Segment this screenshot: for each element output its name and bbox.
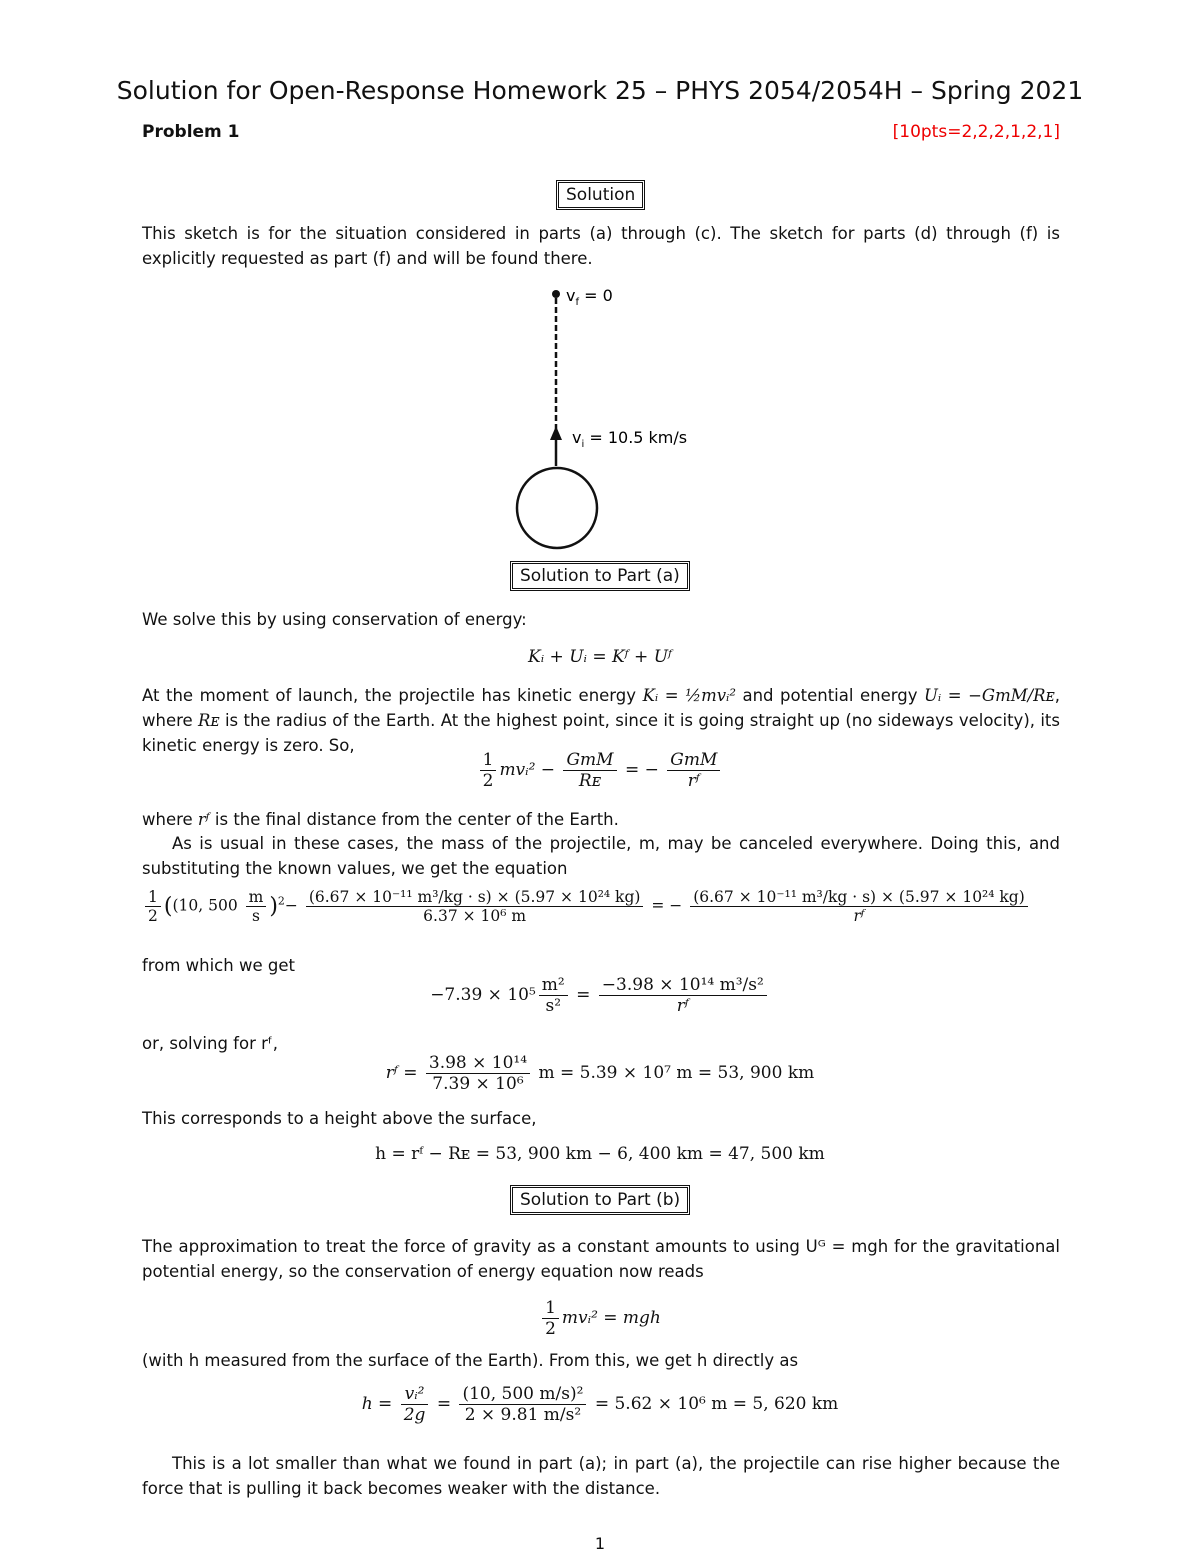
part-a-p2: At the moment of launch, the projectile has kinetic energy Kᵢ = ½mvᵢ² and potential energy Uᵢ = −GmM/Rᴇ, where Rᴇ is the radius of the Earth. At the highest point, since it is going straight up (no sideways velocity), its kinetic energy is zero. So,: [142, 686, 1060, 755]
part-b-box: Solution to Part (b): [510, 1185, 690, 1215]
part-a-box: Solution to Part (a): [510, 561, 690, 591]
vi-label: $v_i = 10.5$ km/s: [572, 428, 688, 450]
trajectory-sketch: [480, 280, 740, 555]
intro-paragraph: This sketch is for the situation considered in parts (a) through (c). The sketch for parts (d) through (f) is explicitly requested as part (f) and will be found there.: [142, 224, 1060, 268]
points-label: [10pts=2,2,2,1,2,1]: [892, 122, 1060, 142]
equation-b1: $\frac{1}{2}$ mvᵢ² = mgh: [0, 1298, 1200, 1339]
part-b-p1: The approximation to treat the force of gravity as a constant amounts to using Uᴳ = mgh for the gravitational potential energy, so the conservation of energy equation now reads: [142, 1237, 1060, 1281]
part-a-p3: where rᶠ is the final distance from the center of the Earth.: [142, 810, 619, 829]
part-a-p1: We solve this by using conservation of energy:: [142, 610, 527, 629]
part-b-p2: (with h measured from the surface of the Earth). From this, we get h directly as: [142, 1351, 799, 1370]
equation-a3: $\frac{1}{2}$ ((10, 500 $\frac{m}{s}$ )$^2$− $\frac{\text{(6.67 × 10⁻¹¹ m³/kg · s) × (5.97 × 10²⁴ kg)}}{\text{6.37 × 10⁶ m}}$ = − $\frac{\text{(6.67 × 10⁻¹¹ m³/kg · s) × (5.97 × 10²⁴ kg)}}{\text{rᶠ}}$: [142, 888, 1077, 925]
problem-heading: Problem 1: [142, 122, 240, 142]
part-b-p3: This is a lot smaller than what we found in part (a); in part (a), the projectile can rise higher because the force that is pulling it back becomes weaker with the distance.: [142, 1454, 1060, 1498]
solution-box: Solution: [556, 180, 645, 210]
apex-point: [552, 290, 560, 298]
part-a-p4: As is usual in these cases, the mass of the projectile, m, may be canceled everywhere. Doing this, and substituting the known values, we get the equation: [142, 834, 1060, 878]
equation-a4: −7.39 × 10⁵ $\frac{\text{m²}}{\text{s²}}$ = $\frac{\text{−3.98 × 10¹⁴ m³/s²}}{\text{rᶠ}}$: [0, 975, 1200, 1016]
vf-label: $v_f = 0$: [566, 286, 613, 308]
part-a-p7: This corresponds to a height above the surface,: [142, 1109, 537, 1128]
page-title: Solution for Open-Response Homework 25 – PHYS 2054/2054H – Spring 2021: [116, 76, 1084, 105]
equation-a2: $\frac{1}{2}$ mvᵢ² − $\frac{\text{GmM}}{\text{Rᴇ}}$ = − $\frac{\text{GmM}}{\text{rᶠ}}$: [0, 750, 1200, 791]
equation-b2: h = $\frac{\text{vᵢ²}}{2g}$ = $\frac{\text{(10, 500 m/s)²}}{\text{2 × 9.81 m/s²}}$ = 5.62 × 10⁶ m = 5, 620 km: [361, 1384, 839, 1425]
part-a-p5: from which we get: [142, 956, 295, 975]
velocity-arrow-head: [550, 426, 562, 440]
part-a-p6: or, solving for rᶠ,: [142, 1034, 279, 1053]
equation-a5: rᶠ = $\frac{\text{3.98 × 10¹⁴}}{\text{7.39 × 10⁶}}$ m = 5.39 × 10⁷ m = 53, 900 km: [385, 1053, 815, 1094]
earth-circle: [517, 468, 597, 548]
equation-a6: h = rᶠ − Rᴇ = 53, 900 km − 6, 400 km = 47, 500 km: [375, 1144, 825, 1164]
page-number: 1: [594, 1534, 606, 1553]
energy-conservation-equation: Kᵢ + Uᵢ = Kᶠ + Uᶠ: [528, 647, 672, 667]
